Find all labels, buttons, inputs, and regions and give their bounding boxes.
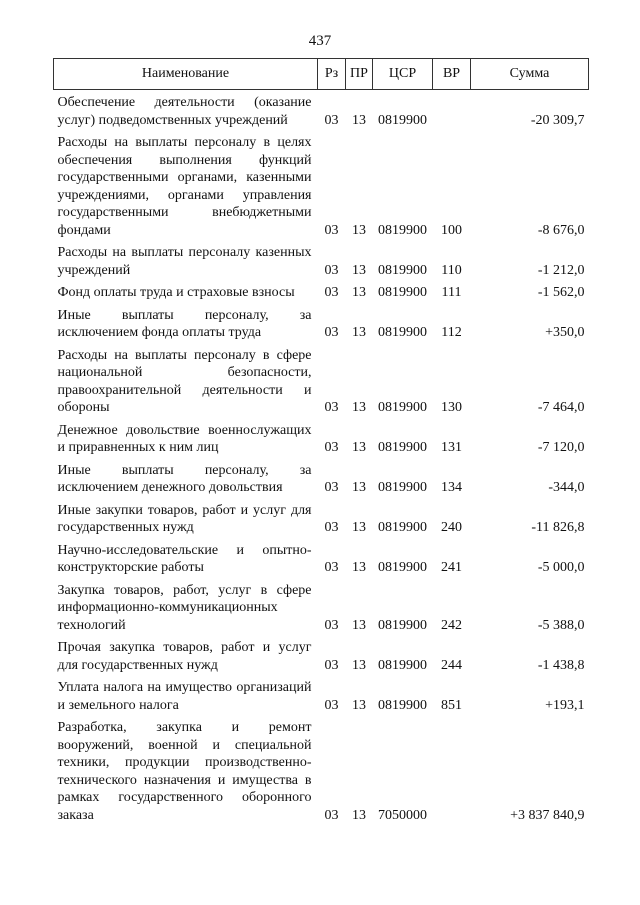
row-sum: +193,1 [545,697,585,713]
row-name: Расходы на выплаты персоналу казенных учреждений [57,245,312,278]
row-sum: +350,0 [545,325,585,340]
table-header [54,59,589,90]
header-csr: ЦСР [373,59,433,90]
row-vr [433,90,471,131]
row-name: Фонд оплаты труда и страховые взносы [57,285,295,300]
row-pr: 13 [352,400,366,415]
row-name: Прочая закупка товаров, работ и услуг для государственных нужд [57,640,312,673]
row-pr: 13 [352,657,366,673]
header-pr: ПР [346,59,373,90]
row-sum: +3 837 840,9 [510,807,585,823]
row-vr: 130 [441,400,462,415]
row-csr: 0819900 [378,657,427,673]
row-sum: -1 438,8 [537,657,585,673]
row-pr: 13 [352,697,366,713]
row-rz: 03 [324,480,339,495]
table-row [54,90,589,131]
row-name: Обеспечение деятельности (оказание услуг) подведомственных учреждений [57,95,312,128]
row-csr: 0819900 [378,617,427,633]
table-row [54,280,589,303]
row-vr: 244 [441,657,462,673]
row-csr: 0819900 [378,440,427,455]
row-csr: 0819900 [378,325,427,340]
row-pr: 13 [352,285,366,300]
row-name: Уплата налога на имущество организаций и земельного налога [57,680,312,713]
row-sum: -20 309,7 [530,112,585,128]
row-name: Иные закупки товаров, работ и услуг для государственных нужд [57,502,312,535]
row-pr: 13 [352,617,366,633]
row-rz: 03 [324,285,339,300]
row-pr: 13 [352,807,366,823]
row-pr: 13 [352,440,366,455]
row-vr: 242 [441,617,462,633]
row-vr: 134 [441,480,462,495]
row-rz: 03 [324,697,339,713]
row-rz: 03 [324,325,339,340]
row-rz: 03 [324,617,339,633]
header-rz: Рз [318,59,346,90]
row-csr: 7050000 [378,807,427,823]
row-name: Иные выплаты персоналу, за исключением денежного довольствия [57,462,312,495]
row-vr: 110 [441,262,462,278]
row-sum: -5 388,0 [537,617,585,633]
row-sum: -1 562,0 [537,285,585,300]
row-rz: 03 [324,520,339,535]
row-name: Разработка, закупка и ремонт вооружений, военной и специальной техники, продукции производственно-технического назначения и имущества в рамках государственного оборонного заказа [57,720,312,823]
table-body [54,90,589,826]
header-vr: ВР [433,59,471,90]
row-csr: 0819900 [378,285,427,300]
row-sum: -7 120,0 [537,440,585,455]
row-name: Расходы на выплаты персоналу в целях обеспечения выполнения функций государственными органами, казенными учреждениями, органами управления государственными внебюджетными фондами [57,135,312,238]
row-pr: 13 [352,262,366,278]
row-vr: 851 [441,697,462,713]
row-vr: 112 [441,325,462,340]
table-row [54,675,589,715]
row-csr: 0819900 [378,697,427,713]
row-rz: 03 [324,657,339,673]
row-csr: 0819900 [378,480,427,495]
row-name: Денежное довольствие военнослужащих и приравненных к ним лиц [57,422,312,455]
row-rz: 03 [324,222,339,238]
row-sum: -344,0 [548,480,585,495]
table-row [54,458,589,498]
row-rz: 03 [324,807,339,823]
row-csr: 0819900 [378,112,427,128]
table-row [54,538,589,578]
row-sum: -7 464,0 [537,400,585,415]
row-name: Научно-исследовательские и опытно-конструкторские работы [57,542,312,575]
row-rz: 03 [324,560,339,575]
table-row [54,578,589,636]
header-sum: Сумма [471,59,589,90]
table-row [54,303,589,343]
header-name: Наименование [54,59,318,90]
row-csr: 0819900 [378,560,427,575]
row-pr: 13 [352,560,366,575]
row-vr: 100 [441,222,462,238]
row-rz: 03 [324,440,339,455]
row-name: Расходы на выплаты персоналу в сфере национальной безопасности, правоохранительной деятельности и обороны [57,347,312,415]
row-vr: 131 [441,440,462,455]
row-pr: 13 [352,222,366,238]
row-name: Закупка товаров, работ, услуг в сфере информационно-коммуникационных технологий [57,582,312,633]
table-row [54,715,589,825]
row-vr: 111 [441,285,462,300]
row-pr: 13 [352,325,366,340]
row-name: Иные выплаты персоналу, за исключением фонда оплаты труда [57,307,312,340]
row-rz: 03 [324,262,339,278]
row-sum: -5 000,0 [537,560,585,575]
row-pr: 13 [352,520,366,535]
table-row [54,418,589,458]
page-number: 437 [308,33,332,49]
table-row [54,635,589,675]
table-row [54,240,589,280]
row-rz: 03 [324,112,339,128]
row-sum: -8 676,0 [537,222,585,238]
table-row [54,343,589,418]
row-csr: 0819900 [378,520,427,535]
row-sum: -1 212,0 [537,262,585,278]
row-vr: 241 [441,560,462,575]
row-sum: -11 826,8 [531,520,585,535]
row-vr: 240 [441,520,462,535]
row-vr [433,715,471,825]
row-rz: 03 [324,400,339,415]
table-row [54,498,589,538]
row-csr: 0819900 [378,262,427,278]
row-csr: 0819900 [378,222,427,238]
row-csr: 0819900 [378,400,427,415]
row-pr: 13 [352,480,366,495]
row-pr: 13 [352,112,366,128]
budget-table [53,58,589,825]
table-row [54,130,589,240]
